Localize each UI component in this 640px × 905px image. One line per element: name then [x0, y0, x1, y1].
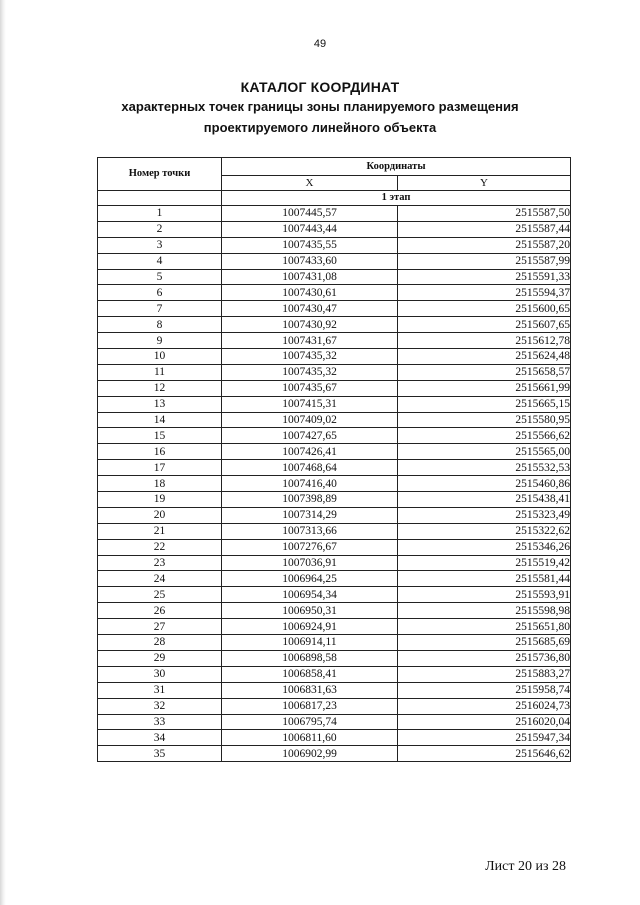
point-number-cell: 17: [98, 460, 222, 476]
point-number-cell: 26: [98, 603, 222, 619]
table-row: [98, 380, 571, 396]
x-coordinate-cell: 1007445,57: [222, 206, 398, 222]
table-row: [98, 221, 571, 237]
x-coordinate-cell: 1007276,67: [222, 539, 398, 555]
y-coordinate-cell: 2515532,53: [398, 460, 571, 476]
table-row: [98, 714, 571, 730]
y-coordinate-cell: 2515598,98: [398, 603, 571, 619]
point-number-cell: 9: [98, 333, 222, 349]
x-coordinate-cell: 1007430,61: [222, 285, 398, 301]
table-row: [98, 333, 571, 349]
point-number-cell: 21: [98, 523, 222, 539]
table-row: [98, 285, 571, 301]
table-row: [98, 206, 571, 222]
x-coordinate-cell: 1007468,64: [222, 460, 398, 476]
y-coordinate-cell: 2515947,34: [398, 730, 571, 746]
x-coordinate-cell: 1006898,58: [222, 650, 398, 666]
y-coordinate-cell: 2516020,04: [398, 714, 571, 730]
point-number-cell: 27: [98, 619, 222, 635]
point-number-cell: 11: [98, 364, 222, 380]
table-row: [98, 476, 571, 492]
y-coordinate-cell: 2515587,50: [398, 206, 571, 222]
y-coordinate-cell: 2515624,48: [398, 349, 571, 365]
sheet-footer: Лист 20 из 28: [485, 859, 566, 874]
y-coordinate-cell: 2515883,27: [398, 666, 571, 682]
point-number-cell: 34: [98, 730, 222, 746]
x-coordinate-cell: 1007433,60: [222, 253, 398, 269]
x-coordinate-cell: 1007036,91: [222, 555, 398, 571]
point-number-cell: 19: [98, 492, 222, 508]
stage-spacer: [98, 191, 222, 206]
point-number-cell: 25: [98, 587, 222, 603]
y-coordinate-cell: 2515587,20: [398, 237, 571, 253]
x-coordinate-cell: 1007431,67: [222, 333, 398, 349]
table-row: [98, 460, 571, 476]
y-coordinate-cell: 2515322,62: [398, 523, 571, 539]
header-coordinates: Координаты: [222, 158, 571, 176]
y-coordinate-cell: 2515346,26: [398, 539, 571, 555]
x-coordinate-cell: 1007313,66: [222, 523, 398, 539]
point-number-cell: 3: [98, 237, 222, 253]
y-coordinate-cell: 2515594,37: [398, 285, 571, 301]
x-coordinate-cell: 1006914,11: [222, 635, 398, 651]
point-number-cell: 5: [98, 269, 222, 285]
point-number-cell: 6: [98, 285, 222, 301]
point-number-cell: 31: [98, 682, 222, 698]
table-row: [98, 619, 571, 635]
y-coordinate-cell: 2515581,44: [398, 571, 571, 587]
page-number: 49: [313, 38, 327, 50]
header-point-number: Номер точки: [98, 158, 222, 191]
point-number-cell: 20: [98, 507, 222, 523]
x-coordinate-cell: 1007416,40: [222, 476, 398, 492]
table-row: [98, 428, 571, 444]
y-coordinate-cell: 2515580,95: [398, 412, 571, 428]
table-row: [98, 730, 571, 746]
table-row: [98, 635, 571, 651]
table-row: [98, 666, 571, 682]
y-coordinate-cell: 2515438,41: [398, 492, 571, 508]
table-row: [98, 523, 571, 539]
y-coordinate-cell: 2515587,99: [398, 253, 571, 269]
table-row: [98, 412, 571, 428]
point-number-cell: 8: [98, 317, 222, 333]
table-row: [98, 396, 571, 412]
x-coordinate-cell: 1007435,32: [222, 364, 398, 380]
table-row: [98, 444, 571, 460]
point-number-cell: 10: [98, 349, 222, 365]
table-row: [98, 587, 571, 603]
point-number-cell: 13: [98, 396, 222, 412]
x-coordinate-cell: 1007398,89: [222, 492, 398, 508]
x-coordinate-cell: 1007435,67: [222, 380, 398, 396]
y-coordinate-cell: 2515323,49: [398, 507, 571, 523]
header-y: Y: [398, 176, 571, 191]
document-subtitle-line2: проектируемого линейного объекта: [203, 120, 437, 135]
page-edge-shadow: [0, 0, 6, 905]
x-coordinate-cell: 1007435,32: [222, 349, 398, 365]
y-coordinate-cell: 2515736,80: [398, 650, 571, 666]
header-x: X: [222, 176, 398, 191]
y-coordinate-cell: 2515958,74: [398, 682, 571, 698]
point-number-cell: 7: [98, 301, 222, 317]
y-coordinate-cell: 2515591,33: [398, 269, 571, 285]
point-number-cell: 2: [98, 221, 222, 237]
document-title: КАТАЛОГ КООРДИНАТ: [240, 79, 400, 95]
point-number-cell: 14: [98, 412, 222, 428]
point-number-cell: 1: [98, 206, 222, 222]
point-number-cell: 23: [98, 555, 222, 571]
x-coordinate-cell: 1006924,91: [222, 619, 398, 635]
x-coordinate-cell: 1007427,65: [222, 428, 398, 444]
point-number-cell: 4: [98, 253, 222, 269]
point-number-cell: 35: [98, 746, 222, 762]
y-coordinate-cell: 2515566,62: [398, 428, 571, 444]
document-subtitle-line1: характерных точек границы зоны планируемого размещения: [121, 99, 519, 114]
stage-label: 1 этап: [222, 191, 571, 206]
table-row: [98, 571, 571, 587]
y-coordinate-cell: 2515565,00: [398, 444, 571, 460]
y-coordinate-cell: 2515600,65: [398, 301, 571, 317]
point-number-cell: 15: [98, 428, 222, 444]
x-coordinate-cell: 1006950,31: [222, 603, 398, 619]
x-coordinate-cell: 1006964,25: [222, 571, 398, 587]
table-row: [98, 555, 571, 571]
point-number-cell: 12: [98, 380, 222, 396]
y-coordinate-cell: 2515612,78: [398, 333, 571, 349]
x-coordinate-cell: 1006954,34: [222, 587, 398, 603]
x-coordinate-cell: 1007409,02: [222, 412, 398, 428]
point-number-cell: 18: [98, 476, 222, 492]
x-coordinate-cell: 1007314,29: [222, 507, 398, 523]
point-number-cell: 30: [98, 666, 222, 682]
table-row: [98, 698, 571, 714]
y-coordinate-cell: 2515593,91: [398, 587, 571, 603]
point-number-cell: 33: [98, 714, 222, 730]
x-coordinate-cell: 1006817,23: [222, 698, 398, 714]
table-row: [98, 682, 571, 698]
table-row: [98, 603, 571, 619]
x-coordinate-cell: 1007435,55: [222, 237, 398, 253]
x-coordinate-cell: 1007426,41: [222, 444, 398, 460]
table-row: [98, 507, 571, 523]
x-coordinate-cell: 1007431,08: [222, 269, 398, 285]
table-row: [98, 269, 571, 285]
y-coordinate-cell: 2516024,73: [398, 698, 571, 714]
y-coordinate-cell: 2515665,15: [398, 396, 571, 412]
x-coordinate-cell: 1006902,99: [222, 746, 398, 762]
table-row: [98, 317, 571, 333]
x-coordinate-cell: 1006831,63: [222, 682, 398, 698]
y-coordinate-cell: 2515587,44: [398, 221, 571, 237]
x-coordinate-cell: 1007415,31: [222, 396, 398, 412]
x-coordinate-cell: 1006795,74: [222, 714, 398, 730]
point-number-cell: 28: [98, 635, 222, 651]
x-coordinate-cell: 1006858,41: [222, 666, 398, 682]
point-number-cell: 32: [98, 698, 222, 714]
table-row: [98, 539, 571, 555]
coordinates-table: [97, 157, 571, 762]
table-row: [98, 301, 571, 317]
table-row: [98, 253, 571, 269]
y-coordinate-cell: 2515658,57: [398, 364, 571, 380]
y-coordinate-cell: 2515519,42: [398, 555, 571, 571]
point-number-cell: 16: [98, 444, 222, 460]
table-row: [98, 364, 571, 380]
y-coordinate-cell: 2515651,80: [398, 619, 571, 635]
point-number-cell: 22: [98, 539, 222, 555]
table-row: [98, 492, 571, 508]
y-coordinate-cell: 2515646,62: [398, 746, 571, 762]
x-coordinate-cell: 1006811,60: [222, 730, 398, 746]
table-row: [98, 650, 571, 666]
y-coordinate-cell: 2515661,99: [398, 380, 571, 396]
table-row: [98, 237, 571, 253]
y-coordinate-cell: 2515607,65: [398, 317, 571, 333]
x-coordinate-cell: 1007430,92: [222, 317, 398, 333]
point-number-cell: 24: [98, 571, 222, 587]
y-coordinate-cell: 2515460,86: [398, 476, 571, 492]
table-row: [98, 349, 571, 365]
point-number-cell: 29: [98, 650, 222, 666]
x-coordinate-cell: 1007443,44: [222, 221, 398, 237]
table-row: [98, 746, 571, 762]
x-coordinate-cell: 1007430,47: [222, 301, 398, 317]
y-coordinate-cell: 2515685,69: [398, 635, 571, 651]
